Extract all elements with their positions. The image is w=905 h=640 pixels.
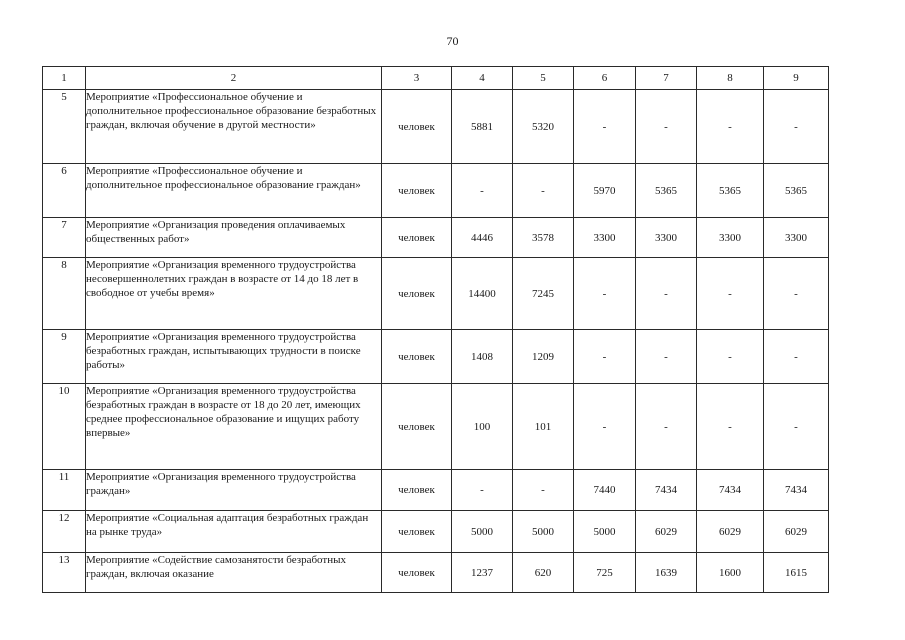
value-cell: -	[697, 90, 764, 164]
measure-name: Мероприятие «Организация временного трудоустройства граждан»	[86, 470, 382, 511]
value-cell: 1209	[513, 330, 574, 384]
measure-name: Мероприятие «Организация временного трудоустройства несовершеннолетних граждан в возрасте от 14 до 18 лет в свободное от учебы время»	[86, 258, 382, 330]
value-cell: 620	[513, 553, 574, 593]
header-cell: 1	[43, 67, 86, 90]
value-cell: -	[697, 258, 764, 330]
value-cell: -	[636, 90, 697, 164]
value-cell: 5000	[574, 511, 636, 553]
value-cell: 5320	[513, 90, 574, 164]
header-cell: 9	[764, 67, 829, 90]
page-number: 70	[446, 34, 459, 48]
value-cell: -	[697, 384, 764, 470]
value-cell: 1237	[452, 553, 513, 593]
measure-name: Мероприятие «Профессиональное обучение и дополнительное профессиональное образование безработных граждан, включая обучение в другой местности»	[86, 90, 382, 164]
table-row	[43, 90, 829, 164]
value-cell: 7245	[513, 258, 574, 330]
value-cell: 725	[574, 553, 636, 593]
value-cell: 4446	[452, 218, 513, 258]
value-cell: 3300	[636, 218, 697, 258]
value-cell: 5970	[574, 164, 636, 218]
value-cell: -	[452, 164, 513, 218]
row-number: 9	[43, 330, 86, 384]
value-cell: -	[574, 384, 636, 470]
value-cell: -	[764, 90, 829, 164]
value-cell: 5881	[452, 90, 513, 164]
value-cell: 14400	[452, 258, 513, 330]
value-cell: 6029	[764, 511, 829, 553]
header-cell: 6	[574, 67, 636, 90]
row-number: 8	[43, 258, 86, 330]
measures-table	[42, 66, 829, 593]
row-number: 10	[43, 384, 86, 470]
value-cell: -	[764, 384, 829, 470]
unit-cell: человек	[382, 384, 452, 470]
value-cell: 100	[452, 384, 513, 470]
row-number: 11	[43, 470, 86, 511]
unit-cell: человек	[382, 511, 452, 553]
value-cell: -	[574, 330, 636, 384]
unit-cell: человек	[382, 553, 452, 593]
table-row	[43, 511, 829, 553]
value-cell: 101	[513, 384, 574, 470]
value-cell: 3300	[764, 218, 829, 258]
value-cell: -	[636, 330, 697, 384]
row-number: 13	[43, 553, 86, 593]
header-cell: 4	[452, 67, 513, 90]
unit-cell: человек	[382, 218, 452, 258]
value-cell: -	[513, 164, 574, 218]
value-cell: 3578	[513, 218, 574, 258]
measure-name: Мероприятие «Профессиональное обучение и дополнительное профессиональное образование граждан»	[86, 164, 382, 218]
table-row	[43, 470, 829, 511]
value-cell: 7440	[574, 470, 636, 511]
unit-cell: человек	[382, 164, 452, 218]
row-number: 5	[43, 90, 86, 164]
header-cell: 2	[86, 67, 382, 90]
value-cell: -	[574, 258, 636, 330]
unit-cell: человек	[382, 470, 452, 511]
table-row	[43, 258, 829, 330]
unit-cell: человек	[382, 330, 452, 384]
header-row	[43, 67, 829, 90]
measure-name: Мероприятие «Организация временного трудоустройства безработных граждан, испытывающих трудности в поиске работы»	[86, 330, 382, 384]
row-number: 6	[43, 164, 86, 218]
table-row	[43, 218, 829, 258]
value-cell: 5000	[513, 511, 574, 553]
value-cell: -	[636, 384, 697, 470]
measure-name: Мероприятие «Организация проведения оплачиваемых общественных работ»	[86, 218, 382, 258]
value-cell: 1600	[697, 553, 764, 593]
value-cell: 5000	[452, 511, 513, 553]
value-cell: 5365	[636, 164, 697, 218]
value-cell: 1615	[764, 553, 829, 593]
value-cell: 5365	[764, 164, 829, 218]
value-cell: 6029	[636, 511, 697, 553]
value-cell: -	[764, 258, 829, 330]
value-cell: 7434	[697, 470, 764, 511]
measure-name: Мероприятие «Социальная адаптация безработных граждан на рынке труда»	[86, 511, 382, 553]
unit-cell: человек	[382, 90, 452, 164]
row-number: 7	[43, 218, 86, 258]
value-cell: 1408	[452, 330, 513, 384]
header-cell: 3	[382, 67, 452, 90]
table-row	[43, 384, 829, 470]
value-cell: 7434	[636, 470, 697, 511]
row-number: 12	[43, 511, 86, 553]
value-cell: -	[764, 330, 829, 384]
value-cell: -	[452, 470, 513, 511]
value-cell: -	[574, 90, 636, 164]
value-cell: -	[513, 470, 574, 511]
header-cell: 7	[636, 67, 697, 90]
value-cell: 1639	[636, 553, 697, 593]
measure-name: Мероприятие «Содействие самозанятости безработных граждан, включая оказание	[86, 553, 382, 593]
table-row	[43, 164, 829, 218]
table-row	[43, 553, 829, 593]
value-cell: -	[636, 258, 697, 330]
header-cell: 5	[513, 67, 574, 90]
header-cell: 8	[697, 67, 764, 90]
unit-cell: человек	[382, 258, 452, 330]
value-cell: 3300	[697, 218, 764, 258]
measure-name: Мероприятие «Организация временного трудоустройства безработных граждан в возрасте от 18 до 20 лет, имеющих среднее профессиональное образование и ищущих работу впервые»	[86, 384, 382, 470]
value-cell: 6029	[697, 511, 764, 553]
table-row	[43, 330, 829, 384]
value-cell: -	[697, 330, 764, 384]
value-cell: 7434	[764, 470, 829, 511]
value-cell: 3300	[574, 218, 636, 258]
value-cell: 5365	[697, 164, 764, 218]
